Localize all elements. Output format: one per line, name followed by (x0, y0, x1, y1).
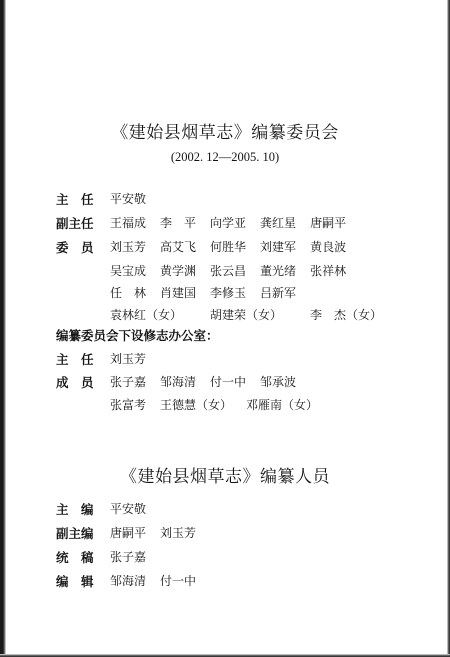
member-name: 李 平 (160, 216, 197, 230)
role-label: 编 辑 (56, 574, 94, 589)
role-label: 副主任 (56, 216, 94, 231)
member-name: 刘建军 (260, 240, 297, 254)
name-list (110, 214, 360, 231)
member-name: 王德慧（女） (160, 398, 233, 412)
member-name: 董光绪 (260, 264, 297, 278)
name-list (110, 306, 382, 323)
member-name: 张子嘉 (110, 375, 147, 389)
role-label: 主 编 (56, 502, 94, 517)
role-label: 主 任 (56, 192, 94, 207)
member-name: 刘玉芳 (110, 240, 147, 254)
member-name: 肖建国 (160, 286, 197, 300)
member-name: 任 林 (110, 286, 147, 300)
name-list (110, 524, 210, 541)
member-name: 邹承波 (260, 375, 297, 389)
member-name: 平安敬 (110, 502, 147, 516)
member-name: 李修玉 (210, 286, 247, 300)
name-list (110, 500, 160, 517)
member-name: 邓雁南（女） (246, 398, 319, 412)
member-name: 高艾飞 (160, 240, 197, 254)
member-name: 唐嗣平 (110, 526, 147, 540)
role-label: 统 稿 (56, 550, 94, 565)
member-name: 龚红星 (260, 216, 297, 230)
member-name: 袁林红（女） (110, 308, 183, 322)
office-heading: 编纂委员会下设修志办公室： (56, 328, 219, 343)
member-name: 张云昌 (210, 264, 247, 278)
member-name: 张子嘉 (110, 550, 147, 564)
name-list (110, 238, 360, 255)
member-name: 邹海清 (110, 574, 147, 588)
role-label: 主 任 (56, 352, 94, 367)
member-name: 付一中 (210, 375, 247, 389)
member-name: 黄良波 (310, 240, 347, 254)
role-label: 委 员 (56, 240, 94, 255)
role-label: 副主编 (56, 526, 94, 541)
member-name: 刘玉芳 (160, 526, 197, 540)
committee-date-range: (2002. 12—2005. 10) (170, 150, 280, 164)
member-name: 付一中 (160, 574, 197, 588)
name-list (110, 284, 310, 301)
member-name: 唐嗣平 (310, 216, 347, 230)
name-list (110, 350, 160, 367)
name-list (110, 373, 310, 390)
member-name: 邹海清 (160, 375, 197, 389)
role-label: 成 员 (56, 375, 94, 390)
member-name: 平安敬 (110, 192, 147, 206)
member-name: 张祥林 (310, 264, 347, 278)
member-name: 刘玉芳 (110, 352, 147, 366)
member-name: 胡建荣（女） (210, 308, 283, 322)
name-list (110, 572, 210, 589)
name-list (110, 262, 360, 279)
name-list (110, 396, 332, 413)
member-name: 王福成 (110, 216, 147, 230)
member-name: 吕新军 (260, 286, 297, 300)
name-list (110, 548, 160, 565)
member-name: 黄学渊 (160, 264, 197, 278)
member-name: 吴宝成 (110, 264, 147, 278)
member-name: 何胜华 (210, 240, 247, 254)
editors-title: 《建始县烟草志》编纂人员 (120, 467, 330, 487)
name-list (110, 190, 160, 207)
member-name: 张富考 (110, 398, 147, 412)
committee-title: 《建始县烟草志》编纂委员会 (111, 123, 339, 143)
scan-edge-left (0, 0, 6, 657)
member-name: 向学亚 (210, 216, 247, 230)
member-name: 李 杰（女） (310, 308, 383, 322)
